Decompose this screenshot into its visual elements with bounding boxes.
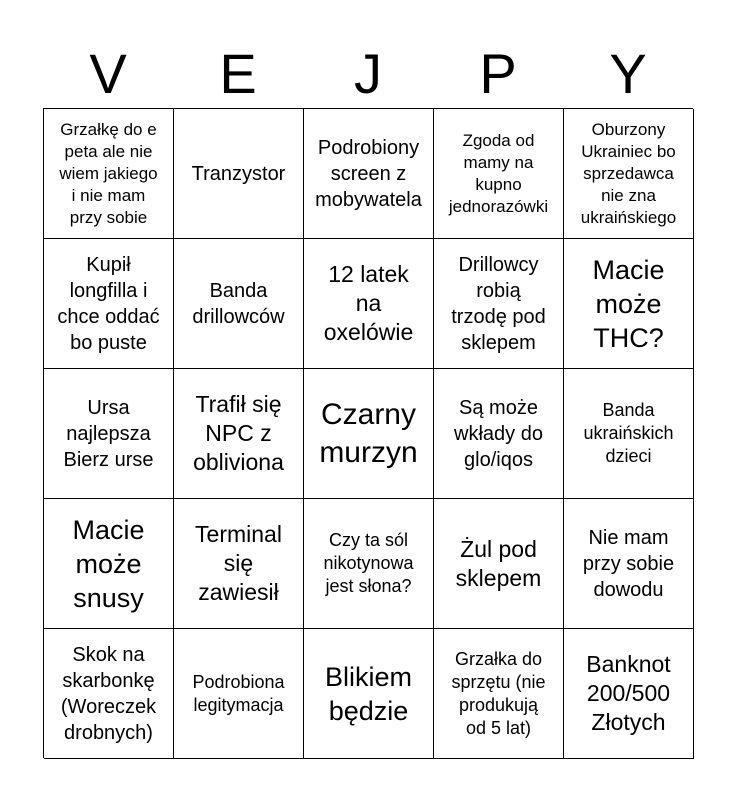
bingo-cell-text: Podrobiony screen z mobywatela bbox=[315, 136, 422, 211]
bingo-cell-r3-c4[interactable] bbox=[434, 369, 564, 499]
bingo-cell-r4-c1[interactable] bbox=[44, 499, 174, 629]
bingo-cell-text: Czy ta sól nikotynowa jest słona? bbox=[323, 530, 414, 596]
bingo-cell-r3-c3[interactable] bbox=[304, 369, 434, 499]
bingo-cell-text: Banknot 200/500 Złotych bbox=[586, 651, 671, 735]
bingo-cell-r2-c2[interactable] bbox=[174, 239, 304, 369]
bingo-cell-text: Nie mam przy sobie dowodu bbox=[582, 526, 675, 601]
bingo-cell-r1-c1[interactable] bbox=[44, 109, 174, 239]
bingo-cell-r3-c1[interactable] bbox=[44, 369, 174, 499]
bingo-cell-text: Terminal się zawiesił bbox=[195, 521, 282, 605]
bingo-cell-r5-c5[interactable] bbox=[564, 629, 694, 759]
bingo-cell-text: Ursa najlepsza Bierz urse bbox=[63, 396, 154, 471]
bingo-cell-r4-c5[interactable] bbox=[564, 499, 694, 629]
bingo-cell-text: Trafił się NPC z obliviona bbox=[193, 391, 284, 475]
header-letter-j: J bbox=[354, 42, 382, 105]
bingo-cell-r4-c3[interactable] bbox=[304, 499, 434, 629]
bingo-cell-r1-c4[interactable] bbox=[434, 109, 564, 239]
header-letter-e: E bbox=[219, 42, 257, 105]
bingo-cell-text: Macie może snusy bbox=[72, 514, 145, 613]
bingo-board bbox=[43, 108, 693, 758]
bingo-cell-text: 12 latek na oxelówie bbox=[323, 261, 414, 345]
bingo-cell-r3-c5[interactable] bbox=[564, 369, 694, 499]
bingo-cell-text: Podrobiona legitymacja bbox=[192, 671, 285, 715]
bingo-cell-r2-c4[interactable] bbox=[434, 239, 564, 369]
bingo-cell-text: Tranzystor bbox=[191, 162, 286, 185]
bingo-cell-text: Oburzony Ukrainiec bo sprzedawca nie zna ukraińskiego bbox=[580, 119, 677, 227]
bingo-cell-text: Czarny murzyn bbox=[319, 397, 418, 469]
bingo-cell-r5-c4[interactable] bbox=[434, 629, 564, 759]
bingo-cell-r1-c3[interactable] bbox=[304, 109, 434, 239]
bingo-cell-text: Grzałkę do e peta ale nie wiem jakiego i nie mam przy sobie bbox=[59, 119, 158, 227]
bingo-cell-text: Macie może THC? bbox=[592, 254, 665, 353]
bingo-cell-r1-c2[interactable] bbox=[174, 109, 304, 239]
bingo-cell-r2-c5[interactable] bbox=[564, 239, 694, 369]
bingo-cell-r5-c1[interactable] bbox=[44, 629, 174, 759]
bingo-cell-text: Banda ukraińskich dzieci bbox=[583, 400, 674, 466]
header-letter-y: Y bbox=[609, 42, 647, 105]
bingo-cell-r5-c2[interactable] bbox=[174, 629, 304, 759]
bingo-cell-text: Zgoda od mamy na kupno jednorazówki bbox=[448, 130, 549, 216]
header-letter-v: V bbox=[89, 42, 127, 105]
bingo-header bbox=[43, 40, 693, 108]
bingo-cell-r2-c1[interactable] bbox=[44, 239, 174, 369]
bingo-cell-text: Drillowcy robią trzodę pod sklepem bbox=[451, 253, 546, 354]
bingo-cell-text: Skok na skarbonkę (Woreczek drobnych) bbox=[60, 643, 157, 744]
bingo-cell-text: Żul pod sklepem bbox=[455, 535, 542, 591]
bingo-cell-r3-c2[interactable] bbox=[174, 369, 304, 499]
bingo-cell-text: Banda drillowców bbox=[192, 279, 285, 328]
header-letter-p: P bbox=[479, 42, 517, 105]
bingo-cell-r5-c3[interactable] bbox=[304, 629, 434, 759]
bingo-cell-r1-c5[interactable] bbox=[564, 109, 694, 239]
bingo-cell-text: Grzałka do sprzętu (nie produkują od 5 lat) bbox=[451, 648, 546, 738]
bingo-cell-r2-c3[interactable] bbox=[304, 239, 434, 369]
bingo-cell-text: Blikiem będzie bbox=[324, 661, 412, 726]
bingo-cell-r4-c2[interactable] bbox=[174, 499, 304, 629]
bingo-cell-text: Kupił longfilla i chce oddać bo puste bbox=[57, 253, 160, 354]
bingo-cell-text: Są może wkłady do glo/iqos bbox=[454, 396, 543, 471]
bingo-cell-r4-c4[interactable] bbox=[434, 499, 564, 629]
